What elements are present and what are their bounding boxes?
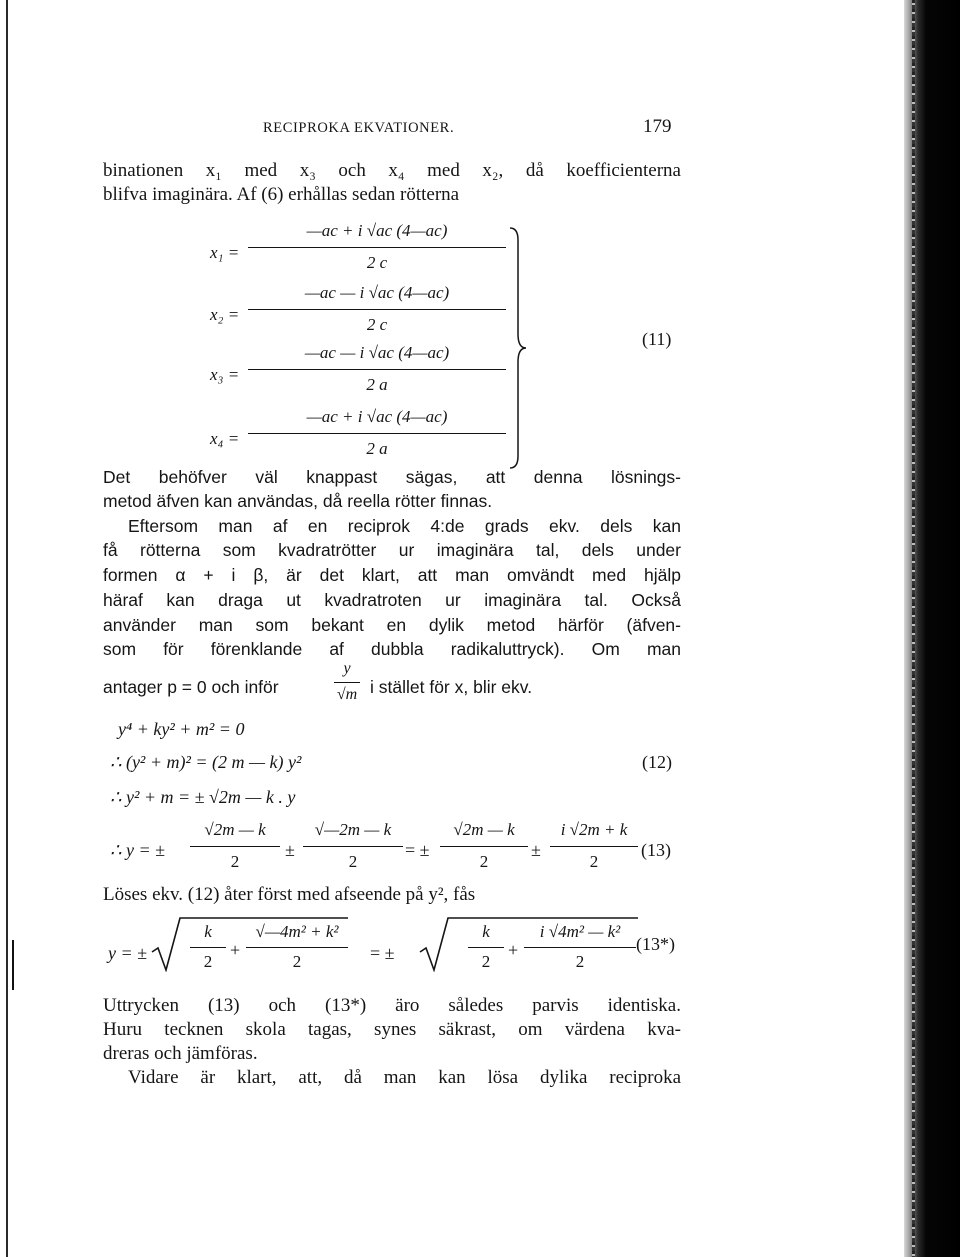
equation-number-13: (13)	[641, 840, 671, 860]
substitution-denominator: √m	[336, 686, 358, 703]
root-x4-lhs: x₄ =	[210, 429, 240, 448]
root-x3-numerator: —ac — i √ac (4—ac)	[304, 343, 450, 362]
eq13-op3: ±	[531, 840, 541, 860]
page-number: 179	[643, 116, 672, 137]
substitution-after: i stället för x, blir ekv.	[370, 677, 533, 697]
eq13star-right-frac2-numerator: i √4m² — k²	[539, 922, 621, 941]
equation-c: ∴ y² + m = ± √2m — k . y	[110, 787, 296, 807]
eq13star-right-frac1-bar	[468, 947, 504, 948]
root-x2-lhs: x₂ =	[210, 305, 240, 324]
paragraph3-line-2: Huru tecknen skola tagas, synes säkrast, om värdena kva-	[103, 1019, 681, 1040]
running-header	[263, 120, 454, 137]
eq13-term4-bar	[550, 846, 638, 847]
root-x3-lhs: x₃ =	[210, 365, 240, 384]
substitution-before: antager p = 0 och inför	[103, 677, 279, 697]
eq13-term2-numerator: √—2m — k	[314, 820, 392, 839]
root-x2-bar	[248, 309, 506, 310]
eq13star-right-frac1-numerator: k	[482, 922, 490, 941]
eq13star-mid: = ±	[370, 943, 395, 963]
eq13-term3-bar	[440, 846, 528, 847]
root-x2-numerator: —ac — i √ac (4—ac)	[304, 283, 450, 302]
eq13star-left-frac2-denominator: 2	[292, 952, 302, 971]
equation-number-12: (12)	[642, 752, 672, 772]
root-x3-denominator: 2 a	[366, 375, 388, 394]
system-brace	[506, 226, 530, 470]
intro-line-1: binationen x₁ med x₃ och x₄ med x₂, då koefficienterna	[103, 160, 681, 181]
eq13-term1-numerator: √2m — k	[204, 820, 266, 839]
eq13star-right-plus: +	[508, 940, 519, 960]
scan-edge-left	[6, 0, 8, 1257]
paragraph2-line-6: som för förenklande af dubbla radikaluttryck). Om man	[103, 639, 681, 659]
intro-line-2: blifva imaginära. Af (6) erhållas sedan rötterna	[103, 184, 460, 205]
paragraph2-line-4: häraf kan draga ut kvadratroten ur imaginära tal. Också	[103, 590, 681, 610]
root-x4-bar	[248, 433, 506, 434]
margin-mark	[12, 940, 14, 990]
root-x2-denominator: 2 c	[366, 315, 388, 334]
eq13-op2: = ±	[405, 840, 430, 860]
root-x3-bar	[248, 369, 506, 370]
root-x1-lhs: x₁ =	[210, 243, 240, 262]
eq13star-right-frac2-bar	[524, 947, 636, 948]
equation-number-11: (11)	[642, 329, 672, 349]
paragraph1-line-1: Det behöfver väl knappast sägas, att denna lösnings-	[103, 467, 681, 487]
root-x1-numerator: —ac + i √ac (4—ac)	[306, 221, 448, 240]
eq13star-left-plus: +	[230, 940, 241, 960]
eq13star-left-frac2-bar	[246, 947, 348, 948]
paragraph2-line-2: få rötterna som kvadratrötter ur imaginära tal, dels under	[103, 540, 681, 560]
paragraph1-line-2: metod äfven kan användas, då reella rötter finnas.	[103, 491, 493, 511]
eq13star-right-frac2-denominator: 2	[575, 952, 585, 971]
paragraph3-line-1: Uttrycken (13) och (13*) äro således parvis identiska.	[103, 995, 681, 1016]
eq13-term3-denominator: 2	[479, 852, 489, 871]
paragraph3-line-3: dreras och jämföras.	[103, 1043, 258, 1064]
eq13star-lhs: y = ±	[108, 943, 148, 963]
paragraph2-line-1: Eftersom man af en reciprok 4:de grads ekv. dels kan	[128, 516, 681, 536]
loses-line: Löses ekv. (12) åter först med afseende på y², fås	[103, 884, 476, 905]
header-title: RECIPROKA EKVATIONER.	[263, 120, 455, 136]
eq13-term2-bar	[303, 846, 403, 847]
scan-edge-right	[904, 0, 960, 1257]
equation-number-13-star: (13*)	[636, 934, 675, 954]
paragraph2-line-5: använder man som bekant en dylik metod härför (äfven-	[103, 615, 681, 635]
root-x4-numerator: —ac + i √ac (4—ac)	[306, 407, 448, 426]
eq13-term4-denominator: 2	[589, 852, 599, 871]
eq13star-left-frac1-bar	[190, 947, 226, 948]
eq13star-left-frac1-numerator: k	[204, 922, 212, 941]
substitution-bar	[334, 682, 360, 683]
root-x1-bar	[248, 247, 506, 248]
eq13-op1: ±	[285, 840, 295, 860]
eq13-term3-numerator: √2m — k	[453, 820, 515, 839]
eq13-term1-denominator: 2	[230, 852, 240, 871]
eq13-term2-denominator: 2	[348, 852, 358, 871]
substitution-numerator: y	[343, 660, 351, 677]
equation-b: ∴ (y² + m)² = (2 m — k) y²	[110, 752, 302, 772]
root-x1-denominator: 2 c	[366, 253, 388, 272]
last-line: Vidare är klart, att, då man kan lösa dylika reciproka	[128, 1067, 681, 1088]
eq13star-left-frac1-denominator: 2	[203, 952, 213, 971]
root-x4-denominator: 2 a	[366, 439, 388, 458]
eq13-term1-bar	[190, 846, 280, 847]
paragraph2-line-3: formen α + i β, är det klart, att man omvändt med hjälp	[103, 565, 681, 585]
equation-a: y⁴ + ky² + m² = 0	[118, 719, 245, 739]
eq13star-right-frac1-denominator: 2	[481, 952, 491, 971]
eq13star-left-frac2-numerator: √—4m² + k²	[255, 922, 339, 941]
eq13-term4-numerator: i √2m + k	[560, 820, 628, 839]
eq13-prefix: ∴ y = ±	[110, 840, 165, 860]
